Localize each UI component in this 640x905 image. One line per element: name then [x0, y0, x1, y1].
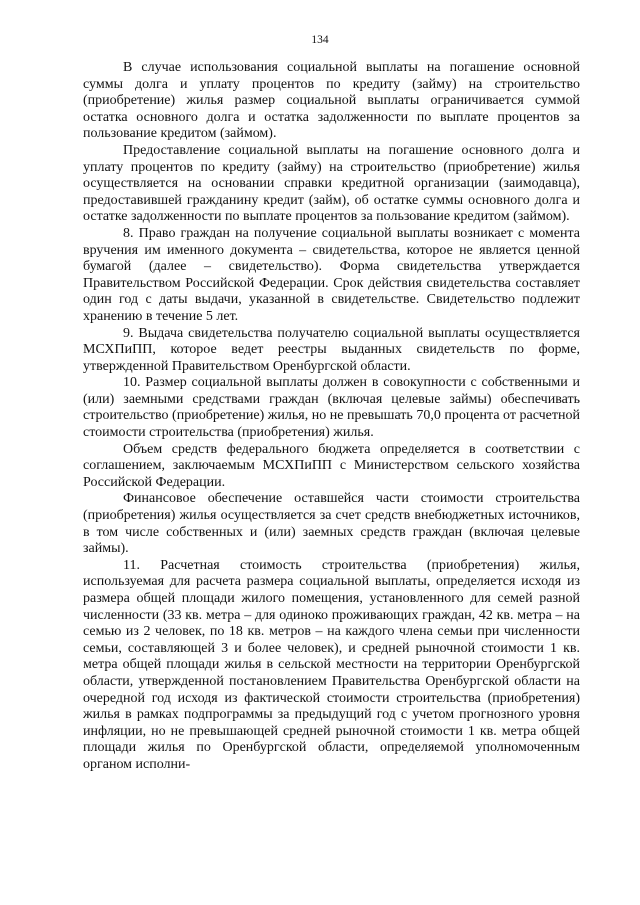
paragraph-loan-repayment-limit: В случае использования социальной выплаты на погашение основной суммы долга и уплату процентов по кредиту (займу) на строительство (приобретение) жилья размер социальной выплаты ограничивается суммой остатка основного долга и остатка задолженности по выплате процентов за пользование кредитом (займом).	[83, 60, 580, 142]
paragraph-item-9: 9. Выдача свидетельства получателю социальной выплаты осуществляется МСХПиПП, которое ведет реестры выданных свидетельств по форме, утвержденной Правительством Оренбургской области.	[83, 325, 580, 374]
paragraph-item-11: 11. Расчетная стоимость строительства (приобретения) жилья, используемая для расчета размера социальной выплаты, определяется исходя из размера общей площади жилого помещения, установленного для семей разной численности (33 кв. метра – для одиноко проживающих граждан, 42 кв. метра – на семью из 2 человек, по 18 кв. метров – на каждого члена семьи при численности семьи, составляющей 3 и более человек), и средней рыночной стоимости 1 кв. метра общей площади жилья в сельской местности на территории Оренбургской области, утвержденной постановлением Правительства Оренбургской области на очередной год исходя из фактической стоимости строительства (приобретения) жилья в рамках подпрограммы за предыдущий год с учетом прогнозного уровня инфляции, но не превышающей средней рыночной стоимости 1 кв. метра общей площади жилья по Оренбургской области, определяемой уполномоченным органом исполни-	[83, 557, 580, 772]
paragraph-item-10: 10. Размер социальной выплаты должен в совокупности с собственными и (или) заемными средствами граждан (включая целевые займы) обеспечивать строительство (приобретение) жилья, но не превышать 70,0 процента от расчетной стоимости строительства (приобретения) жилья.	[83, 375, 580, 441]
paragraph-remaining-financing: Финансовое обеспечение оставшейся части стоимости строительства (приобретения) жилья осуществляется за счет средств внебюджетных источников, в том числе собственных и (или) заемных средств граждан (включая целевые займы).	[83, 491, 580, 557]
paragraph-loan-repayment-basis: Предоставление социальной выплаты на погашение основного долга и уплату процентов по кредиту (займу) на строительство (приобретение) жилья осуществляется на основании справки кредитной организации (заимодавца), предоставившей гражданину кредит (займ), об остатке суммы основного долга и остатке задолженности по выплате процентов за пользование кредитом (займом).	[83, 142, 580, 225]
paragraph-federal-budget: Объем средств федерального бюджета определяется в соответствии с соглашением, заключаемым МСХПиПП с Министерством сельского хозяйства Российской Федерации.	[83, 441, 580, 490]
paragraph-item-8: 8. Право граждан на получение социальной выплаты возникает с момента вручения им именного документа – свидетельства, которое не является ценной бумагой (далее – свидетельство). Форма свидетельства утверждается Правительством Российской Федерации. Срок действия свидетельства составляет один год с даты выдачи, указанной в свидетельстве. Свидетельство подлежит хранению в течение 5 лет.	[83, 225, 580, 324]
document-body	[83, 60, 580, 774]
page-number: 134	[311, 34, 329, 46]
